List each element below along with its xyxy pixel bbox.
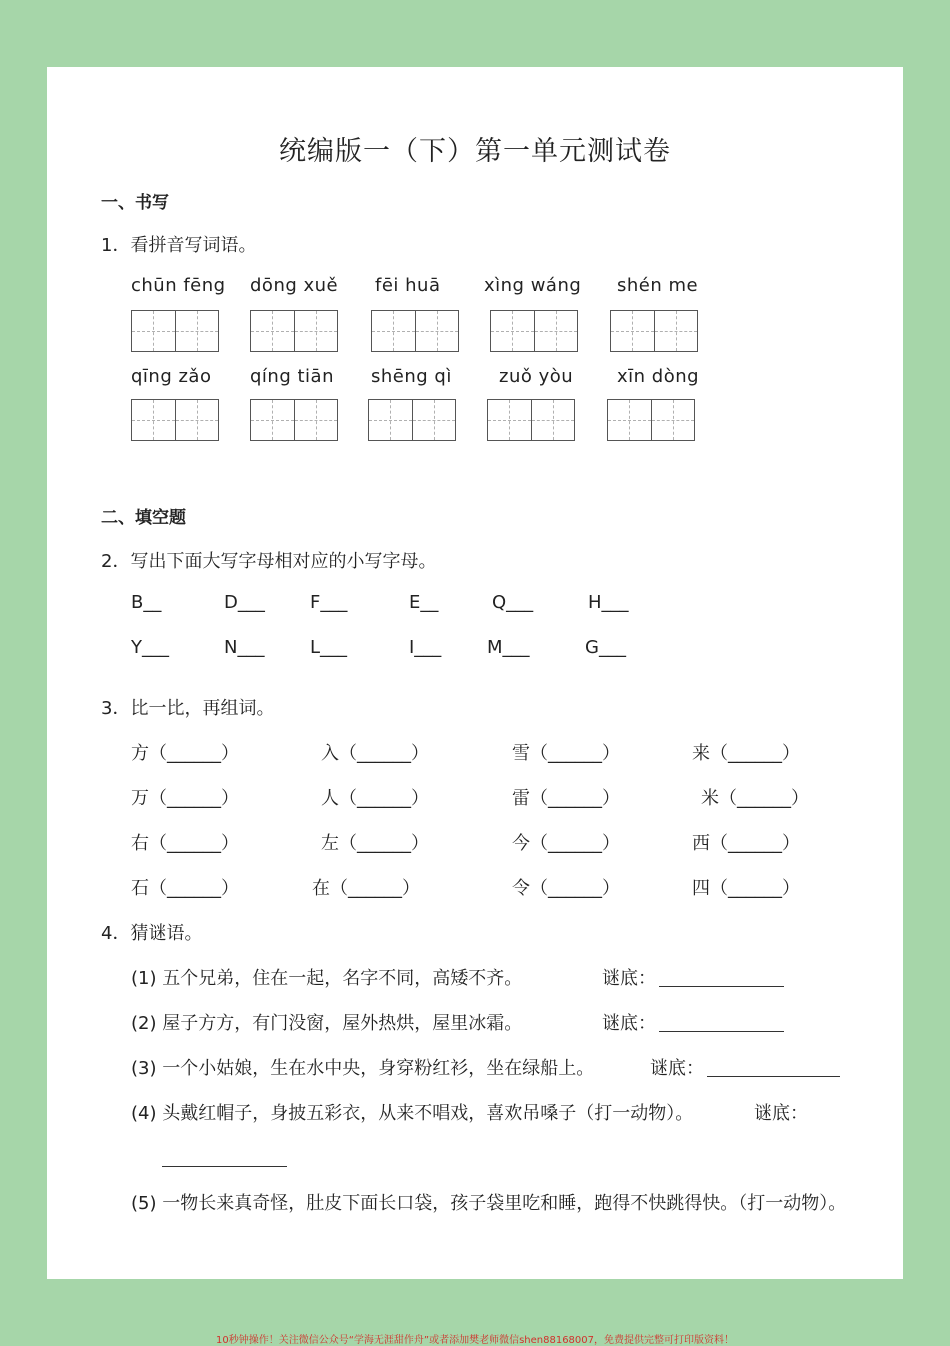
writing-cell[interactable]: [610, 310, 655, 352]
writing-cell[interactable]: [487, 399, 532, 441]
writing-cell[interactable]: [535, 310, 579, 352]
letter-blank[interactable]: H___: [588, 592, 629, 613]
letter-blank[interactable]: F___: [310, 592, 348, 613]
letter-blank[interactable]: Y___: [131, 637, 169, 658]
pinyin-label: shēng qì: [371, 366, 452, 387]
writing-grid[interactable]: [610, 310, 698, 352]
word-pair-blank[interactable]: 入（______）: [321, 743, 429, 764]
writing-grid[interactable]: [250, 310, 338, 352]
writing-cell[interactable]: [176, 310, 220, 352]
riddle-answer-line[interactable]: [162, 1165, 287, 1167]
word-pair-blank[interactable]: 石（______）: [131, 878, 239, 899]
writing-cell[interactable]: [131, 310, 176, 352]
writing-cell[interactable]: [295, 399, 339, 441]
riddle-text: (4) 头戴红帽子，身披五彩衣，从来不唱戏，喜欢吊嗓子（打一动物）。: [131, 1103, 694, 1124]
writing-grid[interactable]: [368, 399, 456, 441]
pinyin-label: xīn dòng: [617, 366, 700, 387]
riddle-answer-line[interactable]: [659, 1030, 784, 1032]
letter-blank[interactable]: M___: [487, 637, 530, 658]
question-2-prompt: 2．写出下面大写字母相对应的小写字母。: [101, 551, 437, 572]
writing-grid[interactable]: [371, 310, 459, 352]
writing-cell[interactable]: [416, 310, 460, 352]
pinyin-label: chūn fēng: [131, 275, 226, 296]
word-pair-blank[interactable]: 在（______）: [312, 878, 420, 899]
writing-cell[interactable]: [295, 310, 339, 352]
riddle-answer-line[interactable]: [659, 985, 784, 987]
word-pair-blank[interactable]: 四（______）: [692, 878, 800, 899]
letter-blank[interactable]: L___: [310, 637, 348, 658]
letter-blank[interactable]: N___: [224, 637, 265, 658]
writing-cell[interactable]: [655, 310, 699, 352]
word-pair-blank[interactable]: 令（______）: [512, 878, 620, 899]
letter-blank[interactable]: Q___: [492, 592, 534, 613]
letter-blank[interactable]: E__: [409, 592, 439, 613]
word-pair-blank[interactable]: 雪（______）: [512, 743, 620, 764]
riddle-answer-line[interactable]: [707, 1075, 840, 1077]
writing-cell[interactable]: [250, 310, 295, 352]
letter-blank[interactable]: G___: [585, 637, 626, 658]
question-3-prompt: 3．比一比，再组词。: [101, 698, 275, 719]
section-heading-writing: 一、书写: [101, 193, 169, 213]
pinyin-label: qíng tiān: [250, 366, 334, 387]
worksheet-page: [47, 67, 903, 1279]
pinyin-label: dōng xuě: [250, 275, 339, 296]
question-4-prompt: 4．猜谜语。: [101, 923, 203, 944]
question-1-prompt: 1．看拼音写词语。: [101, 235, 257, 256]
letter-blank[interactable]: B__: [131, 592, 162, 613]
section-heading-fill-blanks: 二、填空题: [101, 508, 186, 528]
page-title: 统编版一（下）第一单元测试卷: [279, 136, 671, 167]
riddle-answer-label: 谜底：: [650, 1058, 704, 1079]
word-pair-blank[interactable]: 人（______）: [321, 788, 429, 809]
letter-blank[interactable]: I___: [409, 637, 442, 658]
writing-cell[interactable]: [250, 399, 295, 441]
word-pair-blank[interactable]: 万（______）: [131, 788, 239, 809]
word-pair-blank[interactable]: 今（______）: [512, 833, 620, 854]
writing-grid[interactable]: [250, 399, 338, 441]
pinyin-label: qīng zǎo: [131, 366, 212, 387]
pinyin-label: shén me: [617, 275, 699, 296]
writing-cell[interactable]: [607, 399, 652, 441]
riddle-text: (5) 一物长来真奇怪，肚皮下面长口袋，孩子袋里吃和睡，跑得不快跳得快。（打一动物）。: [131, 1193, 847, 1214]
word-pair-blank[interactable]: 雷（______）: [512, 788, 620, 809]
writing-cell[interactable]: [176, 399, 220, 441]
writing-grid[interactable]: [490, 310, 578, 352]
word-pair-blank[interactable]: 左（______）: [321, 833, 429, 854]
word-pair-blank[interactable]: 来（______）: [692, 743, 800, 764]
writing-cell[interactable]: [490, 310, 535, 352]
writing-grid[interactable]: [131, 399, 219, 441]
word-pair-blank[interactable]: 西（______）: [692, 833, 800, 854]
word-pair-blank[interactable]: 方（______）: [131, 743, 239, 764]
riddle-answer-label: 谜底：: [754, 1103, 808, 1124]
writing-cell[interactable]: [413, 399, 457, 441]
pinyin-label: xìng wáng: [484, 275, 582, 296]
footer-notice: 10秒钟操作！关注微信公众号“学海无涯甜作舟”或者添加樊老师微信shen88168007，免费提供完整可打印版资料！: [215, 1335, 735, 1346]
riddle-answer-label: 谜底：: [602, 968, 656, 989]
writing-grid[interactable]: [487, 399, 575, 441]
writing-cell[interactable]: [368, 399, 413, 441]
word-pair-blank[interactable]: 米（______）: [701, 788, 809, 809]
writing-cell[interactable]: [532, 399, 576, 441]
writing-grid[interactable]: [131, 310, 219, 352]
word-pair-blank[interactable]: 右（______）: [131, 833, 239, 854]
pinyin-label: fēi huā: [375, 275, 441, 296]
riddle-text: (3) 一个小姑娘，生在水中央，身穿粉红衫，坐在绿船上。: [131, 1058, 595, 1079]
letter-blank[interactable]: D___: [224, 592, 265, 613]
riddle-text: (1) 五个兄弟，住在一起，名字不同，高矮不齐。: [131, 968, 523, 989]
pinyin-label: zuǒ yòu: [499, 366, 574, 387]
writing-grid[interactable]: [607, 399, 695, 441]
riddle-answer-label: 谜底：: [602, 1013, 656, 1034]
writing-cell[interactable]: [131, 399, 176, 441]
writing-cell[interactable]: [652, 399, 696, 441]
riddle-text: (2) 屋子方方，有门没窗，屋外热烘，屋里冰霜。: [131, 1013, 523, 1034]
writing-cell[interactable]: [371, 310, 416, 352]
